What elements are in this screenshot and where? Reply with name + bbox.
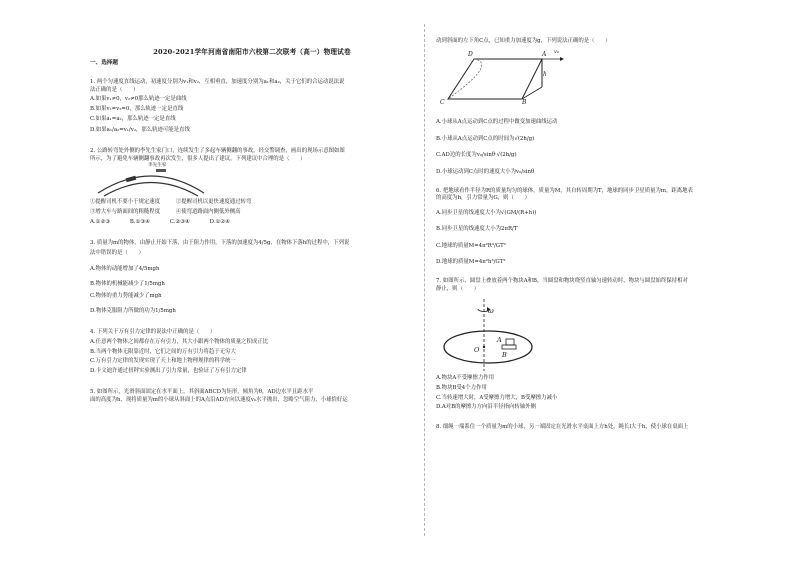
statement-row	[90, 209, 412, 216]
option-a: A.同步卫星的线速度大小为√(GM/(R+h))	[436, 209, 537, 216]
question-stem: 1. 两个匀速度直线运动，初速度分别为v₁和v₂，互相垂直，加速度分别为a₁和a₂，关于它们的合运动说法说	[90, 79, 345, 86]
label-b: B	[522, 99, 527, 107]
column-divider	[424, 24, 425, 536]
option-c: C.当转速增大时，A受摩擦力增大，B受摩擦力减小	[436, 394, 558, 401]
question-stem: 面的高度为h，现将质量为m的小球从斜面上的A点沿AD方向以速度v₀水平抛出，忽略空气阻力，小球恰好运	[90, 396, 348, 403]
disk-figure	[436, 297, 771, 373]
right-column	[436, 38, 771, 431]
label-c: C	[440, 99, 445, 107]
label-omega: ω	[488, 307, 494, 316]
option-c: C.万有引力定律的发现实现了天上和地上物理规律的科学统一	[90, 358, 236, 365]
option-b: B.当两个物体无限靠近时，它们之间的万有引力将趋于无穷大	[90, 348, 236, 355]
option-a: A.任意两个物体之间都存在万有引力，其大小跟两个物体的质量之积成正比	[90, 339, 269, 346]
left-column	[90, 60, 412, 404]
label-o: O	[474, 346, 480, 355]
option-c: C.物体的重力势能减少了mgh	[90, 292, 162, 299]
question-stem: 7. 如图所示，圆盘上叠放着两个物块A和B，当圆盘和物块绕竖直轴匀速转动时，物块与圆盘始终保持相对	[436, 278, 688, 285]
question-6	[436, 188, 771, 266]
question-2	[90, 148, 412, 226]
option-a: A.物体的动能增加了4/5mgh	[90, 265, 160, 272]
label-d: D	[468, 51, 473, 59]
question-stem: 2. 公路转弯处外侧的李先生家门口，连续发生了多起车辆侧翻的事故，经交警调查，画出的现场示意图如图	[90, 148, 345, 155]
question-1	[90, 79, 412, 134]
question-stem: 静止，则（ ）	[436, 285, 480, 292]
option-d: D.如果a₁/a₂=v₁/v₂，那么轨迹可能是直线	[90, 127, 190, 133]
question-5-continued: 动到斜面的左下角C点，已知重力加速度为g，下列说法正确的是（ ）	[436, 38, 611, 44]
option-c: C.地球的质量M=4π²R³/GT²	[436, 242, 506, 249]
label-a: A	[542, 51, 547, 59]
option-d: D.地球的质量M=4π²h³/GT²	[436, 259, 506, 266]
statement-4: ④使弯道路面内侧低外侧高	[175, 209, 241, 215]
question-8	[436, 424, 771, 431]
option-a: A.物块A不受摩擦力作用	[436, 375, 495, 382]
option-a: A.小球从A点运动到C点的过程中做变加速曲线运动	[436, 119, 558, 126]
option-c: C.如果a₁=a₂，那么轨迹一定是直线	[90, 115, 176, 122]
house-label: 李先生家	[148, 163, 167, 169]
incline-figure	[436, 49, 771, 111]
option-a: A.①②③	[90, 218, 111, 225]
question-stem: 法中错误的是（ ）	[90, 250, 144, 257]
option-d: D.①②④	[209, 218, 230, 225]
question-stem: 的高度为h，引力常量为G，则（ ）	[436, 195, 531, 202]
statement-row	[90, 199, 412, 206]
question-stem: 5. 如图所示，光滑斜面固定在水平面上，其斜面ABCD为矩形，倾角为θ，AD边水平且距水平	[90, 389, 314, 396]
option-b: B.同步卫星的线速度大小为2πR/T	[436, 226, 518, 233]
label-block-b: B	[502, 351, 507, 360]
option-c: C.②③④	[169, 218, 190, 225]
question-stem: 8. 细绳一端系住一个质量为m的小球，另一端固定在光滑水平桌面上方h处，绳长l大于h，使小球在桌面上	[436, 423, 689, 430]
option-d: D.物体克服阻力所做的功为1/5mgh	[90, 308, 176, 315]
rotating-disk-diagram	[440, 297, 550, 373]
option-d: D.卡文迪许通过扭秤实验测出了引力常量，也验证了万有引力定律	[90, 367, 247, 374]
statement-2: ②提醒司机以更快速度通过转弯	[175, 199, 252, 206]
question-stem: 6. 把地球看作半径为R的质量均匀的球体，质量为M，其自转周期为T，地球的同步卫星质量为m，距离地表	[436, 188, 693, 195]
statement-3: ③增大车与路面间的粗糙程度	[90, 209, 161, 215]
option-a: A.如果v₁≠0，v₂≠0那么轨迹一定是曲线	[90, 96, 187, 103]
statement-1: ①提醒司机不要小于规定速度	[90, 199, 161, 206]
question-4	[90, 329, 412, 375]
page-title: 2020-2021学年河南省南阳市六校第二次联考（高一）物理试卷	[153, 48, 351, 56]
question-3	[90, 240, 412, 315]
option-b: B.物块B受4个力作用	[436, 385, 487, 392]
incline-diagram	[438, 49, 568, 111]
label-v0: v₀	[554, 49, 559, 56]
option-b: B.小球从A点运动到C点的时间为√(2h/g)	[436, 135, 535, 142]
question-stem: 法正确的是（ ）	[90, 86, 139, 93]
road-figure	[90, 163, 412, 197]
section-heading: 一、选择题	[90, 60, 118, 66]
label-h: h	[543, 71, 547, 79]
option-d: D.小球运动到C点时的速度大小为v₀/sinθ	[436, 168, 535, 175]
question-stem: 4. 下列关于万有引力定律的说法中正确的是（ ）	[90, 329, 216, 336]
option-b: B.①③④	[129, 218, 151, 225]
option-b: B.物体的机械能减少了1/5mgh	[90, 281, 165, 288]
option-b: B.如果v₁=v₂=0，那么轨迹一定是直线	[90, 106, 184, 112]
option-d: D.A对B的摩擦力方向沿半径指向转轴外侧	[436, 404, 536, 411]
question-stem: 3. 质量为m的物体，由静止开始下落，由于阻力作用，下落的加速度为4/5g，在物体下落h的过程中，下列说	[90, 240, 350, 246]
option-c: C.AD边的长度为v₀/sinθ·√(2h/g)	[436, 152, 517, 159]
question-5	[90, 389, 412, 404]
question-7	[436, 278, 771, 411]
question-stem: 所示，为了避免车辆侧翻事故再次发生，很多人提出了建议，下列建议中合理的是（ ）	[90, 155, 306, 162]
choice-row	[90, 219, 412, 226]
question-5-options	[436, 119, 771, 176]
label-block-a: A	[497, 336, 502, 345]
